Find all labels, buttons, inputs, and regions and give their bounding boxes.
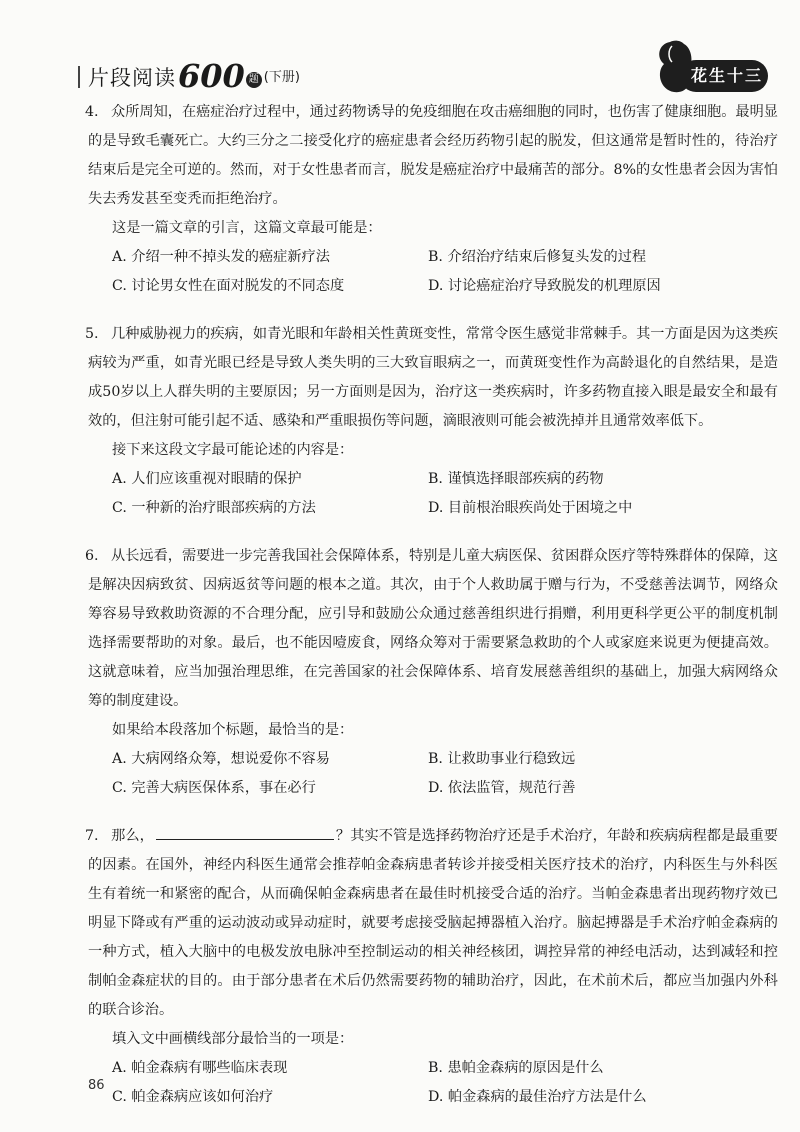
option-a[interactable]: A. 帕金森病有哪些临床表现 bbox=[112, 1060, 288, 1076]
options-grid bbox=[88, 1054, 778, 1112]
book-volume: (下册) bbox=[263, 70, 300, 85]
question-6 bbox=[85, 542, 778, 803]
option-d[interactable]: D. 帕金森病的最佳治疗方法是什么 bbox=[428, 1089, 647, 1105]
option-c[interactable]: C. 讨论男女性在面对脱发的不同态度 bbox=[112, 278, 345, 294]
question-number: 6. bbox=[85, 548, 99, 564]
option-c[interactable]: C. 完善大病医保体系，事在必行 bbox=[112, 780, 316, 796]
option-b[interactable]: B. 介绍治疗结束后修复头发的过程 bbox=[428, 249, 647, 265]
page-header bbox=[78, 52, 768, 96]
question-text: 从长远看，需要进一步完善我国社会保障体系，特别是儿童大病医保、贫困群众医疗等特殊群体的保障，这是解决因病致贫、因病返贫等问题的根本之道。其次，由于个人救助属于赠与行为，不受慈善法调节，网络众筹容易导致救助资源的不合理分配，应引导和鼓励公众通过慈善组织进行捐赠，利用更科学更公平的制度机制选择需要帮助的对象。最后，也不能因噎废食，网络众筹对于需要紧急救助的个人或家庭来说更为便捷高效。这就意味着，应当加强治理思维，在完善国家的社会保障体系、培育发展慈善组织的基础上，加强大病网络众筹的制度建设。 bbox=[88, 548, 778, 709]
brand-text: 花生十三 bbox=[690, 66, 763, 85]
question-7 bbox=[85, 822, 778, 1112]
question-text-before-blank: 那么， bbox=[111, 828, 154, 844]
question-prompt: 这是一篇文章的引言，这篇文章最可能是： bbox=[112, 220, 382, 236]
header-divider bbox=[78, 66, 80, 88]
question-prompt: 如果给本段落加个标题，最恰当的是： bbox=[112, 722, 354, 738]
option-b[interactable]: B. 谨慎选择眼部疾病的药物 bbox=[428, 471, 604, 487]
question-number: 7. bbox=[85, 828, 99, 844]
option-d[interactable]: D. 目前根治眼疾尚处于困境之中 bbox=[428, 500, 633, 516]
book-ti-badge: 题 bbox=[246, 72, 262, 88]
question-text: 几种威胁视力的疾病，如青光眼和年龄相关性黄斑变性，常常令医生感觉非常棘手。其一方面是因为这类疾病较为严重，如青光眼已经是导致人类失明的三大致盲眼病之一，而黄斑变性作为高龄退化的自然结果，是造成50岁以上人群失明的主要原因；另一方面则是因为，治疗这一类疾病时，许多药物直接入眼是最安全和最有效的，但注射可能引起不适、感染和严重眼损伤等问题，滴眼液则可能会被洗掉并且通常效率低下。 bbox=[88, 326, 778, 429]
option-c[interactable]: C. 一种新的治疗眼部疾病的方法 bbox=[112, 500, 316, 516]
option-d[interactable]: D. 依法监管，规范行善 bbox=[428, 780, 576, 796]
options-grid bbox=[88, 243, 778, 301]
question-text: 众所周知，在癌症治疗过程中，通过药物诱导的免疫细胞在攻击癌细胞的同时，也伤害了健康细胞。最明显的是导致毛囊死亡。大约三分之二接受化疗的癌症患者会经历药物引起的脱发，但这通常是暂时性的，待治疗结束后是完全可逆的。然而，对于女性患者而言，脱发是癌症治疗中最痛苦的部分。8%的女性患者会因为害怕失去秀发甚至变秃而拒绝治疗。 bbox=[88, 104, 778, 207]
option-b[interactable]: B. 患帕金森病的原因是什么 bbox=[428, 1060, 604, 1076]
option-a[interactable]: A. 介绍一种不掉头发的癌症新疗法 bbox=[112, 249, 330, 265]
option-d[interactable]: D. 讨论癌症治疗导致脱发的机理原因 bbox=[428, 278, 661, 294]
question-number: 5. bbox=[85, 326, 99, 342]
option-a[interactable]: A. 大病网络众筹，想说爱你不容易 bbox=[112, 751, 330, 767]
option-b[interactable]: B. 让救助事业行稳致远 bbox=[428, 751, 576, 767]
book-title: 片段阅读 bbox=[88, 66, 176, 90]
brand-logo bbox=[650, 34, 768, 98]
question-4 bbox=[85, 98, 778, 301]
options-grid bbox=[88, 465, 778, 523]
question-prompt: 接下来这段文字最可能论述的内容是： bbox=[112, 442, 354, 458]
book-number: 600 bbox=[178, 57, 245, 95]
option-a[interactable]: A. 人们应该重视对眼睛的保护 bbox=[112, 471, 302, 487]
page-number: 86 bbox=[88, 1078, 105, 1093]
options-grid bbox=[88, 745, 778, 803]
option-c[interactable]: C. 帕金森病应该如何治疗 bbox=[112, 1089, 274, 1105]
question-5 bbox=[85, 320, 778, 523]
book-title-block bbox=[78, 52, 300, 95]
page-content bbox=[85, 98, 778, 1131]
question-number: 4. bbox=[85, 104, 99, 120]
fill-in-blank bbox=[156, 823, 334, 840]
question-prompt: 填入文中画横线部分最恰当的一项是： bbox=[112, 1031, 354, 1047]
question-text-after-blank: ？其实不管是选择药物治疗还是手术治疗，年龄和疾病病程都是最重要的因素。在国外，神经内科医生通常会推荐帕金森病患者转诊并接受相关医疗技术的治疗，内科医生与外科医生有着统一和紧密的配合，从而确保帕金森病患者在最佳时机接受合适的治疗。当帕金森患者出现药物疗效已明显下降或有严重的运动波动或异动症时，就要考虑接受脑起搏器植入治疗。脑起搏器是手术治疗帕金森病的一种方式，植入大脑中的电极发放电脉冲至控制运动的相关神经核团，调控异常的神经电活动，达到减轻和控制帕金森症状的目的。由于部分患者在术后仍然需要药物的辅助治疗，因此，在术前术后，都应当加强内外科的联合诊治。 bbox=[88, 828, 778, 1018]
